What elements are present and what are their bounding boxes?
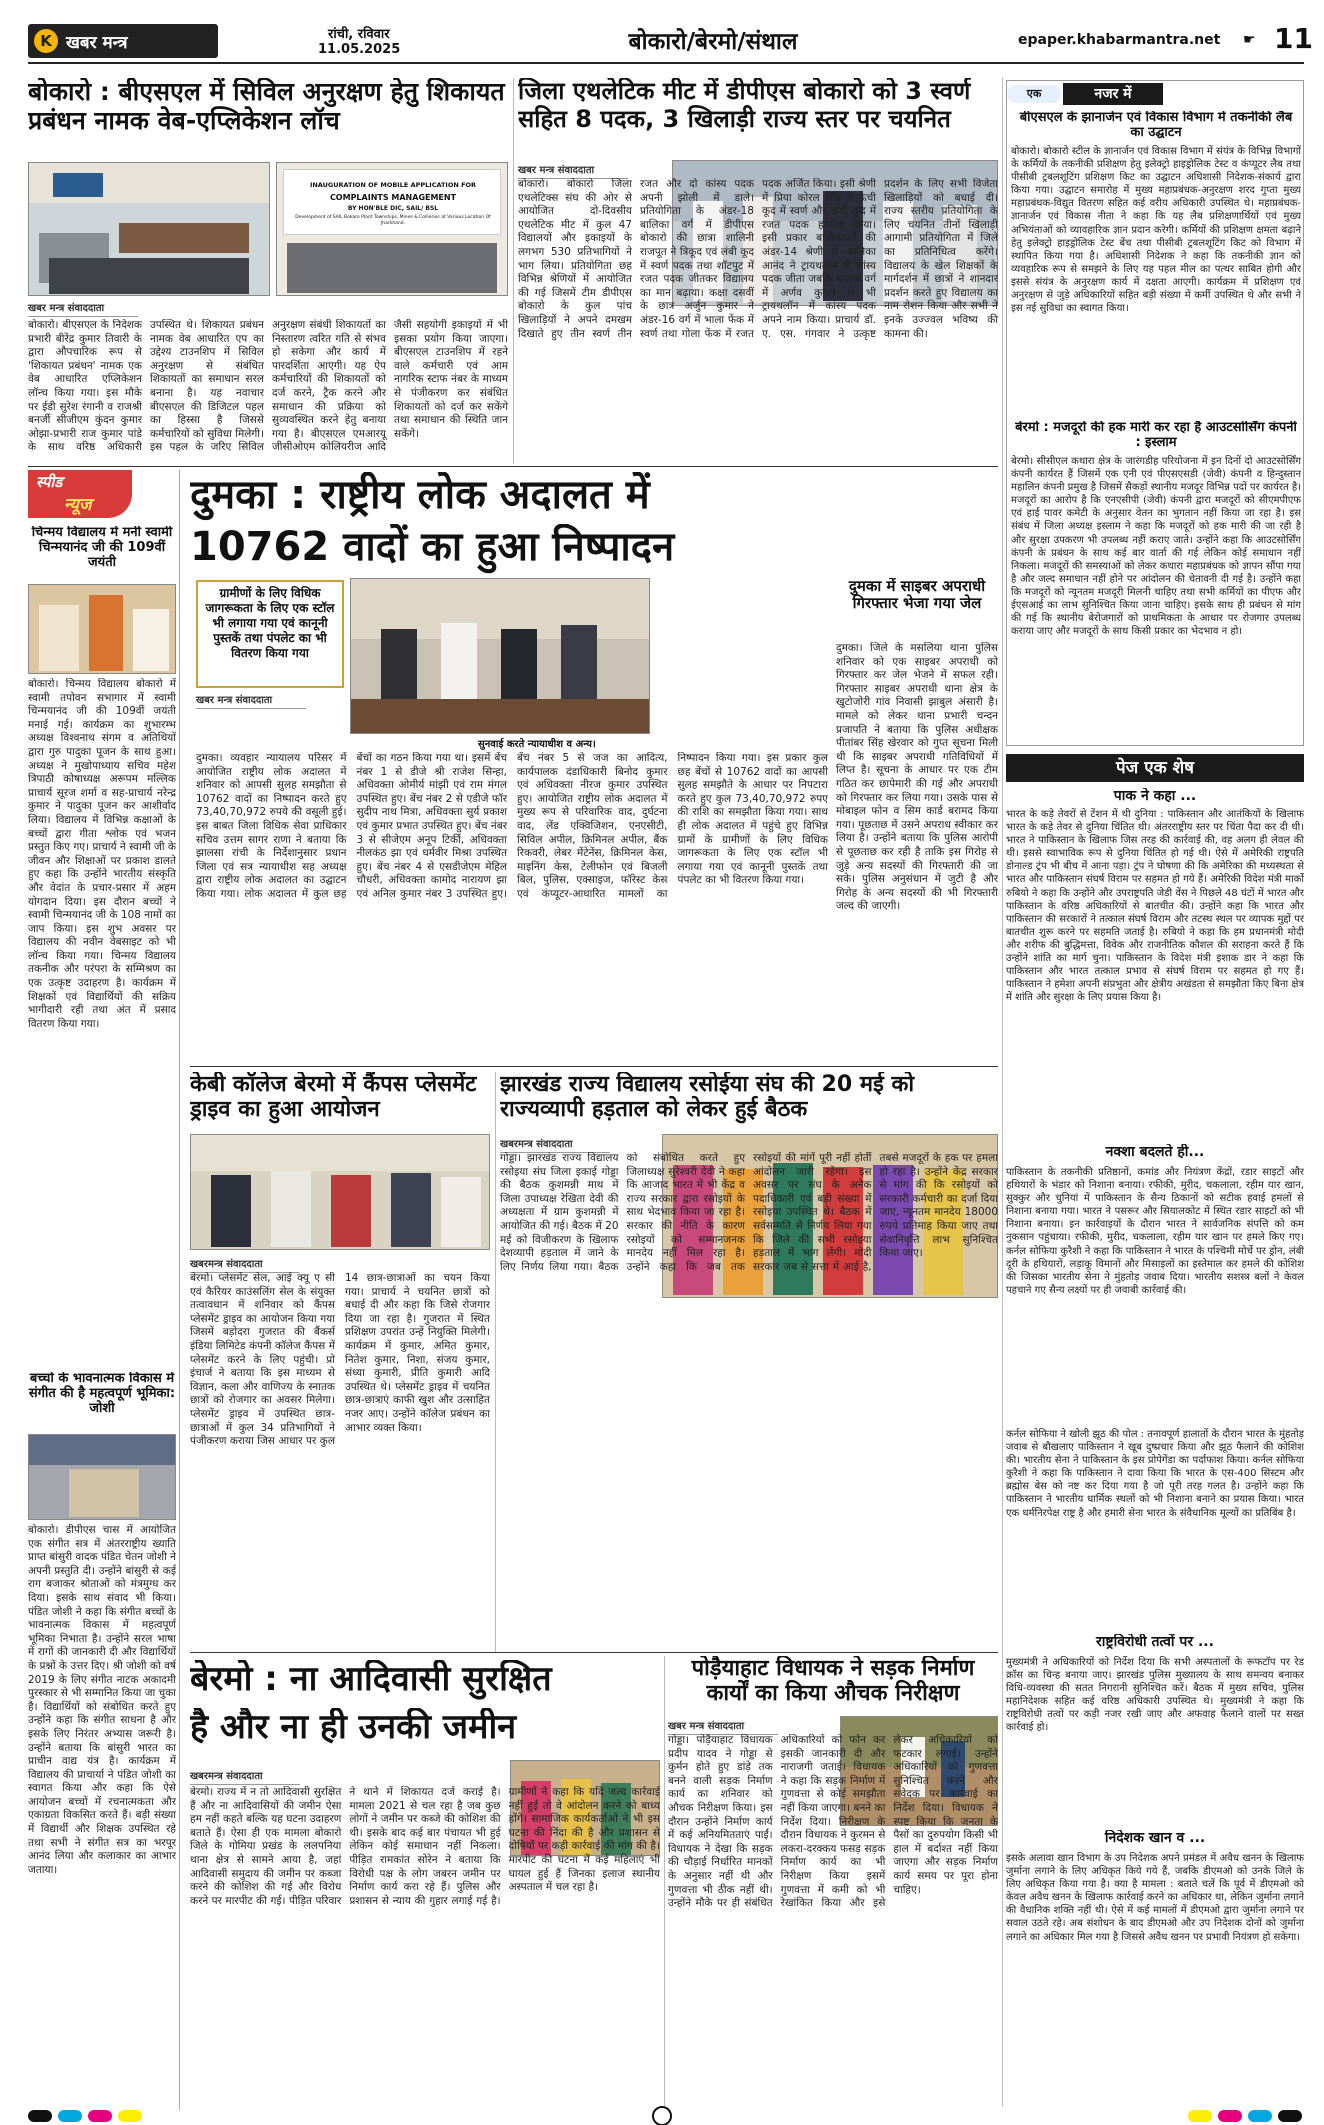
a5-headline: केबी कॉलेज बेरमो में कैंपस प्लेसमेंट ड्राइव का हुआ आयोजन xyxy=(190,1072,477,1123)
speed-body-2: बोकारो। डीपीएस चास में आयोजित एक संगीत सत्र में अंतरराष्ट्रीय ख्याति प्राप्त बांसुरी वादक पंडित चेतन जोशी ने अपनी प्रस्तुति दी। उन्होंने बांसुरी से कई राग बजाकर श्रोताओं को मंत्रमुग्ध कर दिया। इसके साथ संवाद भी किया। पंडित जोशी ने कहा कि संगीत बच्चों के भावनात्मक विकास में महत्वपूर्ण भूमिका निभाता है। उन्होंने सरल भाषा में रागों की जानकारी दी और विद्यार्थियों के प्रश्नों के उत्तर दिए। श्री जोशी को वर्ष 2019 के लिए संगीत नाटक अकादमी पुरस्कार से भी सम्मानित किया जा चुका है। विद्यार्थियों को संबोधित करते हुए उन्होंने कहा कि संगीत साधना है और इसके लिए निरंतर अभ्यास जरूरी है। उन्होंने बताया कि बांसुरी भारत का प्राचीन वाद्य यंत्र है। कार्यक्रम में विद्यालय की प्राचार्या ने पंडित जोशी का स्वागत किया और कहा कि ऐसे आयोजन बच्चों में रचनात्मकता और एकाग्रता विकसित करते हैं। बड़ी संख्या में विद्यार्थी और शिक्षक उपस्थित रहे तथा सभी ने संगीत सत्र का भरपूर आनंद लिया और कलाकार का आभार जताया। xyxy=(28,1524,176,1876)
speed-badge-l2: न्यूज xyxy=(64,495,92,515)
nazar-head-2: बेरमो : मजदूरों की हक मारी कर रहा है आउटसोर्सिंग कंपनी : इस्लाम xyxy=(1015,421,1297,450)
a3-text-wrap xyxy=(196,692,346,709)
cursor-icon: ☛ xyxy=(1243,32,1256,48)
registration-mark-icon xyxy=(652,2106,672,2125)
a5-byline-wrap xyxy=(190,1256,340,1273)
shesh-head-1: पाक ने कहा ... xyxy=(1113,788,1197,804)
shesh-band: पेज एक शेष xyxy=(1006,754,1304,782)
speed-photo-2 xyxy=(28,1434,176,1520)
section-name: बोकारो/बेरमो/संथाल xyxy=(628,29,798,55)
a1-byline: खबर मन्त्र संवाददाता xyxy=(28,300,138,317)
a1-photo-meeting xyxy=(28,162,270,296)
nazar-tag-2: नजर में xyxy=(1063,83,1163,105)
speed-head-2: बच्चों के भावनात्मक विकास में संगीत की है महत्वपूर्ण भूमिका: जोशी xyxy=(28,1372,176,1416)
speed-body-1: बोकारो। चिन्मय विद्यालय बोकारो में स्वामी तपोवन सभागार में स्वामी चिन्मयानंद जी की 109वीं जयंती मनाई गई। कार्यक्रम का शुभारम्भ अध्यक्ष विश्वनाथ संगम व अतिथियों द्वारा गुरु पादुका पूजन के साथ हुआ। अध्यक्ष ने मुखोपाध्याय सचिव महेश त्रिपाठी कोषाध्यक्ष अरूपम मल्लिक प्राचार्य सूरज शर्मा व सह-प्राचार्य नरेन्द्र कुमार ने पादुका पूजन कर आशीर्वाद लिया। विद्यालय में विभिन्न कक्षाओं के बच्चों द्वारा गीता श्लोक एवं भजन प्रस्तुत किए गए। प्राचार्य ने स्वामी जी के जीवन और शिक्षाओं पर प्रकाश डालते हुए कहा कि उन्होंने भारतीय संस्कृति और वेदांत के प्रचार-प्रसार में अहम योगदान दिया। इस दौरान बच्चों ने स्वामी चिन्मयानंद जी के 108 नामों का जाप किया। इस शुभ अवसर पर विद्यालय की नवीन वेबसाइट को भी लॉन्च किया गया। चिन्मय विद्यालय तकनीक और परंपरा के सम्मिश्रण का एक उत्कृष्ट उदाहरण है। कार्यक्रम में शिक्षकों एवं विद्यार्थियों की सक्रिय भागीदारी रही तथा अंत में प्रसाद वितरण किया गया। xyxy=(28,678,176,1030)
speed-news-column xyxy=(28,470,180,2110)
speed-news-badge xyxy=(28,470,132,518)
shesh-body-1: भारत के कड़े तेवरों से टेंशन में थी दुनिया : पाकिस्तान और आतंकियों के खिलाफ भारत के कड़े तेवर से दुनिया चिंतित थी। अंतरराष्ट्रीय स्तर पर चिंता पैदा कर दी थी। भारत ने पाकिस्तान के खिलाफ जिस तरह की कार्रवाई की, वह अलग ही लेवल की थी। इससे स्वाभाविक रूप से दुनिया चिंतित हो गई थी। ऐसे में अमेरिकी राष्ट्रपति डोनाल्ड ट्रंप भी बीच में आना पड़ा। ट्रंप ने घोषणा की कि अमेरिका की मध्यस्थता से भारत और पाकिस्तान संघर्ष विराम पर सहमत हो गये हैं। अमेरिकी विदेश मंत्री मार्को रुबियो ने कहा कि उन्होंने और उपराष्ट्रपति जेडी वेंस ने पिछले 48 घंटों में भारत और पाकिस्तान के वरिष्ठ अधिकारियों से बातचीत की। उन्होंने कहा कि भारत और पाकिस्तान की सरकारों ने तत्काल संघर्ष विराम और तटस्थ स्थल पर व्यापक मुद्दों पर बातचीत शुरू करने पर सहमति जताई है। रुबियो ने कहा कि हम प्रधानमंत्री मोदी और शरीफ की बुद्धिमत्ता, विवेक और राजनीतिक कौशल की सराहना करते हैं कि उन्होंने शांति का मार्ग चुना। पाकिस्तान के विदेश मंत्री इशाक डार ने कहा कि पाकिस्तान और भारत तत्काल प्रभाव से संघर्ष विराम पर सहमत हो गए हैं। पाकिस्तान ने हमेशा अपनी संप्रभुता और क्षेत्रीय अखंडता से समझौता किए बिना क्षेत्र में शांति और सुरक्षा के लिए प्रयास किया है। xyxy=(1006,809,1304,1004)
a7-byline: खबरमन्त्र संवाददाता xyxy=(190,1768,300,1785)
banner-line-1: INAUGURATION OF MOBILE APPLICATION FOR xyxy=(309,181,477,189)
a6-body: गोड्डा। झारखंड राज्य विद्यालय रसोइया संघ जिला इकाई गोड्डा की बैठक कुशमन्नी माथ में जिला उपाध्यक्ष रेखिता देवी की अध्यक्षता में ग्राम कुशमन्नी में आयोजित की गई। बैठक में 20 मई को विजीकरण के खिलाफ देशव्यापी हड़ताल में जाने के लिए निर्णय लिया गया। बैठक को संबोधित करते हुए जिलाध्यक्ष सुरेश्वरी देवी ने कहा कि आजाद भारत में भी केंद्र व राज्य सरकार द्वारा रसोइयों के साथ भेदभाव किया जा रहा है। सरकार की नीति के कारण रसोइयों को सम्मानजनक मानदेय नहीं मिल रहा है। उन्होंने कहा कि जब तक रसोइयों की मांगें पूरी नहीं होतीं आंदोलन जारी रहेगा। इस अवसर पर संघ के अनेक पदाधिकारी एवं बड़ी संख्या में रसोइया उपस्थित थे। बैठक में सर्वसम्मति से निर्णय लिया गया कि जिले की सभी रसोइया हड़ताल में भाग लेंगी। मोदी सरकार जब से सत्ता में आई है, तबसे मजदूरों के हक पर हमला हो रहा है। उन्होंने केंद्र सरकार से मांग की कि रसोइयों को सरकारी कर्मचारी का दर्जा दिया जाए, न्यूनतम मानदेय 18000 रुपये प्रतिमाह किया जाए तथा सेवानिवृत्ति लाभ सुनिश्चित किया जाए। xyxy=(500,1152,998,1273)
nazar-tag-1: एक xyxy=(1007,85,1061,103)
header-date: 11.05.2025 xyxy=(318,42,401,57)
a7-body: बेरमो। राज्य में न तो आदिवासी सुरक्षित हैं और ना आदिवासियों की जमीन ऐसा हम नहीं कहते बल्कि यह घटना उदाहरण बताते हैं। ऐसा ही एक मामला बोकारो जिले के गोमिया प्रखंड के ललपनिया थाना क्षेत्र से सामने आया है, जहां आदिवासी समुदाय की जमीन पर कब्जा करने की कोशिश की गई और विरोध करने पर मारपीट की गई। पीड़ित परिवार ने थाने में शिकायत दर्ज कराई है। मामला 2021 से चल रहा है जब कुछ लोगों ने जमीन पर कब्जे की कोशिश की थी। इसके बाद कई बार पंचायत भी हुई लेकिन कोई समाधान नहीं निकला। पीड़ित रामकांत सोरेन ने बताया कि विरोधी पक्ष के लोग जबरन जमीन पर निर्माण कार्य करा रहे हैं। पुलिस और प्रशासन से न्याय की गुहार लगाई गई है। ग्रामीणों ने कहा कि यदि जल्द कार्रवाई नहीं हुई तो वे आंदोलन करने को बाध्य होंगे। सामाजिक कार्यकर्ताओं ने भी इस घटना की निंदा की है और प्रशासन से दोषियों पर कड़ी कार्रवाई की मांग की है। मारपीट की घटना में कई महिलाएं भी घायल हुई हैं जिनका इलाज स्थानीय अस्पताल में चल रहा है। xyxy=(190,1786,660,1907)
shesh-body-3: मुख्यमंत्री ने अधिकारियों को निर्देश दिया कि सभी अस्पतालों के रूफटॉप पर रेड क्रॉस का चिन्ह बनाया जाए। झारखंड पुलिस मुख्यालय के साथ समन्वय बनाकर विधि-व्यवस्था की सतत निगरानी सुनिश्चित करें। बैठक में मुख्य सचिव, पुलिस महानिदेशक सहित कई वरिष्ठ अधिकारी उपस्थित थे। मुख्यमंत्री ने कहा कि राष्ट्रविरोधी तत्वों पर कड़ी नजर रखी जाए और अफवाह फैलाने वालों पर सख्त कार्रवाई हो। xyxy=(1006,1657,1304,1734)
a3-byline: खबर मन्त्र संवाददाता xyxy=(196,692,306,709)
a1-headline: बोकारो : बीएसएल में सिविल अनुरक्षण हेतु शिकायत प्रबंधन नामक वेब-एप्लिकेशन लॉच xyxy=(28,78,505,135)
nazar-body-1: बोकारो। बोकारो स्टील के ज्ञानार्जन एवं विकास विभाग में संयंत्र के विभिन्न विभागों के कर्मियों के तकनीकी प्रशिक्षण हेतु इलेक्ट्रो हाइड्रोलिक टेस्ट व कंप्यूटर लैब तथा पीसीबी ट्रबलशूटिंग प्रशिक्षण किट का उद्घाटन अधिशासी निदेशक-संकार्य द्वारा किया गया। उद्घाटन समारोह में मुख्य महाप्रबंधक-अनुरक्षण शरद गुप्ता मुख्य महाप्रबंधक-विद्युत वितरण सहित कई वरीय अधिकारी उपस्थित थे। महाप्रबंधक-ज्ञानार्जन एवं विकास नीता ने कहा कि यह लैब प्रशिक्षणार्थियों एवं मुख्य अभियंताओं को व्यावहारिक ज्ञान प्रदान करेगी। कर्मियों की प्रशिक्षण क्षमता बढ़ाने हेतु इलेक्ट्रो हाइड्रोलिक टेस्ट बेंच तथा पीसीबी ट्रबलशूटिंग किट को विभाग में स्थापित किया गया है। अधिशासी निदेशक ने कहा कि तकनीकी ज्ञान को व्यवहारिक रूप से समझने के लिए यह पहल मील का पत्थर साबित होगी और इससे संयंत्र के अनुरक्षण कार्य में दक्षता आएगी। कार्यक्रम में प्रशिक्षण एवं अनुरक्षण से जुड़े अधिकारियों सहित बड़ी संख्या में कर्मी उपस्थित थे और सभी ने इस नई सुविधा का स्वागत किया। xyxy=(1011,146,1301,315)
epaper-site[interactable]: epaper.khabarmantra.net xyxy=(1018,32,1221,48)
a8-byline: खबर मन्त्र संवाददाता xyxy=(668,1718,778,1735)
a8-byline-wrap xyxy=(668,1718,818,1735)
shesh-body-4: इसके अलावा खान विभाग के उप निदेशक अपने प्रमंडल में अवैध खनन के खिलाफ जुर्माना लगाने के लिए अधिकृत किये गये हैं, जबकि डीएमओ को उनके जिले के लिए अधिकृत किया गया है। क्या है मामला : बताते चलें कि पूर्व में डीएमओ को केवल अवैध खनन के खिलाफ कार्रवाई करने का अधिकार था, लेकिन जुर्माना लगाने की वैधानिक शक्ति नहीं थी। ऐसे में कई मामलों में डीएमओ द्वारा जुर्माना लगाने पर सवाल उठते रहे। अब संशोधन के बाद डीएमओ और उप निदेशक दोनों को जुर्माना लगाने का अधिकार मिल गया है जिससे अवैध खनन पर प्रभावी नियंत्रण हो सकेगा। xyxy=(1006,1853,1304,1943)
banner-line-3: BY HON'BLE DIC, SAIL/ BSL xyxy=(347,205,439,212)
a2-headline: जिला एथलेटिक मीट में डीपीएस बोकारो को 3 स्वर्ण सहित 8 पदक, 3 खिलाड़ी राज्य स्तर पर चयनित xyxy=(518,78,971,133)
shesh-body-2: पाकिस्तान के तकनीकी प्रतिष्ठानों, कमांड और नियंत्रण केंद्रों, रडार साइटों और हथियारों के भंडार को निशाना बनाया। रफीकी, मुरीद, चकलाला, रहीम यार खान, सुक्कुर और चुनियां में पाकिस्तान के सैन्य ठिकानों को सटीक हवाई हमलों से निशाना बनाया गया। भारत ने पसरूर और सियालकोट में स्थित रडार साइटों को भी निशाना बनाया। इन कार्रवाइयों के दौरान भारत ने सार्वजनिक संपत्ति को कम नुकसान पहुंचाया। रफीकी, मुरीद, चकलाला, रहीम यार खान पर हमले किए गए। कर्नल सोफिया कुरैशी ने कहा कि पाकिस्तान ने भारत के पश्चिमी मोर्चे पर ड्रोन, लंबी दूरी के हथियारों, लड़ाकू विमानों और मिसाइलों का इस्तेमाल कर हमले की कोशिश की जिसका भारतीय सेना ने मुंहतोड़ जवाब दिया। भारतीय सशस्त्र बलों ने केवल पहचाने गए सैन्य लक्ष्यों पर ही जवाबी कार्रवाई की। xyxy=(1006,1167,1304,1296)
a1-body: बोकारो। बीएसएल के निदेशक प्रभारी बीरेंद्र कुमार तिवारी के द्वारा औपचारिक रूप से 'शिकायत प्रबंधन' नामक एक वेब आधारित एप्लिकेशन लॉन्च किया गया। इस मौके पर ईडी सुरेश रंगानी व राजश्री बनर्जी सीजीएम कुंदन कुमार ओझा-प्रभारी राज कुमार पांडे के साथ वरिष्ठ अधिकारी उपस्थित थे। शिकायत प्रबंधन नामक वेब आधारित एप का उद्देश्य टाउनशिप में सिविल अनुरक्षण से संबंधित शिकायतों का समाधान सरल बनाना है। यह नवाचार बीएसएल की डिजिटल पहल का हिस्सा है जिससे कर्मचारियों को सुविधा मिलेगी। इस पहल के जरिए सिविल अनुरक्षण संबंधी शिकायतों का निस्तारण त्वरित गति से संभव हो सकेगा और कार्य में पारदर्शिता आएगी। यह ऐप कर्मचारियों की शिकायतों को दर्ज करने, ट्रैक करने और समाधान की प्रक्रिया को सुव्यवस्थित करने हेतु बनाया गया है। बीएसएल एमआरयू जीसीओएम कोलियरीज आदि जैसी सहयोगी इकाइयों में भी इसका प्रयोग किया जाएगा। बीएसएल टाउनशिप में रहने वाले कर्मचारी एवं आम नागरिक स्टाफ नंबर के माध्यम से पंजीकरण कर संबंधित शिकायतों को दर्ज कर सकेंगे तथा समाधान की स्थिति जान सकेंगे। xyxy=(28,319,508,454)
page-number: 11 xyxy=(1274,22,1313,55)
a8-headline: पोड़ैयाहाट विधायक ने सड़क निर्माण कार्यों का किया औचक निरीक्षण xyxy=(691,1656,975,1707)
a5-photo-placement xyxy=(190,1134,490,1250)
speed-head-1: चिन्मय विद्यालय में मनी स्वामी चिन्मयानंद जी की 109वीं जयंती xyxy=(31,526,173,570)
shesh-head-3: राष्ट्रविरोधी तत्वों पर ... xyxy=(1096,1634,1214,1650)
a3-deck: ग्रामीणों के लिए विधिक जागरूकता के लिए एक स्टॉल भी लगाया गया एवं कानूनी पुस्तकें तथा पंपलेट का भी वितरण किया गया xyxy=(196,580,344,688)
a3-headline-line-2: 10762 वादों का हुआ निष्पादन xyxy=(190,524,675,570)
speed-photo-1 xyxy=(28,584,176,674)
shesh-body-2b: कर्नल सोफिया ने खोली झूठ की पोल : तनावपूर्ण हालातों के दौरान भारत के मुंहतोड़ जवाब से बौखलाए पाकिस्तान ने खूब दुष्प्रचार किया और झूठ फैलाने की कोशिश की। भारतीय सेना ने पाकिस्तान के इस प्रोपेगेंडा का पर्दाफाश किया। कर्नल सोफिया कुरैशी ने कहा कि पाकिस्तान ने दावा किया कि भारत के एस-400 सिस्टम और ब्रह्मोस बेस को नष्ट कर दिया गया है जो पूरी तरह गलत है। उन्होंने कहा कि पाकिस्तान ने भारतीय धार्मिक स्थलों को भी निशाना बनाने का प्रयास किया। भारत एक धर्मनिरपेक्ष राष्ट्र है और हमारी सेना भारत के संवैधानिक मूल्यों का प्रतिबिंब है। xyxy=(1006,1429,1304,1519)
brand-name: खबर मन्त्र xyxy=(66,33,128,53)
brand-logo xyxy=(28,24,218,58)
nazar-body-2: बेरमो। सीसीएल कथारा क्षेत्र के जारंगडीह परियोजना में इन दिनों दो आउटसोर्सिंग कंपनी कार्यरत हैं जिसमें एक एनी एवं पीएसएसडी (जेवी) कंपनी व हिन्दुस्तान महालिन कंपनी प्रमुख है जिसमें सैकड़ों स्थानीय मजदूर विभिन्न पदों पर कार्यरत है। मजदूरों का आरोप है कि एनएसीपी (जेवी) कंपनी द्वारा मजदूरों को सीएमपीएफ एवं हाई पावर कमेटी के अनुसार वेतन का भुगतान नहीं किया जा रहा है। इस संबंध में जिला अध्यक्ष इस्लाम ने कहा कि मजदूरों को हक मारी की जा रही है और सुरक्षा उपकरण भी उपलब्ध नहीं कराए जाते। उन्होंने कहा कि आउटसोर्सिंग कंपनी के प्रबंधन के साथ कई बार वार्ता की गई लेकिन कोई समाधान नहीं निकला। मजदूरों की समस्याओं को लेकर कथारा महाप्रबंधक को ज्ञापन सौंपा गया है और जल्द समाधान नहीं होने पर आंदोलन की चेतावनी दी गई है। उन्होंने कहा कि मजदूरों को न्यूनतम मजदूरी मिलनी चाहिए तथा सभी कर्मियों का पीएफ और ईएसआई का लाभ सुनिश्चित किया जाना चाहिए। इसके साथ ही प्रबंधन से मांग की गई कि स्थानीय बेरोजगारों को प्राथमिकता के आधार पर रोजगार उपलब्ध कराया जाए और मजदूरों के साथ किसी प्रकार का भेदभाव न हो। xyxy=(1011,456,1301,638)
a5-body: बेरमो। प्लेसमेंट सेल, आई क्यू ए सी एवं कैरियर काउंसलिंग सेल के संयुक्त तत्वावधान में शनिवार को कैंपस प्लेसमेंट ड्राइव का आयोजन किया गया जिसमें बड़ोदरा गुजरात की बैंकर्स इंडिया लिमिटेड कंपनी कॉलेज कैंपस में प्लेसमेंट करने के लिए पहुंची। प्रो इंचार्ज ने बताया कि इस माध्यम से विज्ञान, कला और वाणिज्य के स्नातक छात्रों को रोजगार का अवसर मिलेगा। प्लेसमेंट ड्राइव में उपस्थित छात्र-छात्राओं में कुल 34 प्रतिभागियों ने पंजीकरण कराया जिस आधार पर कुल 14 छात्र-छात्राओं का चयन किया गया। प्राचार्य ने चयनित छात्रों को बधाई दी और कहा कि जिसे रोजगार दिया जा रहा है। गुजरात में स्थित प्रशिक्षण उपरांत उन्हें नियुक्ति मिलेगी। कार्यक्रम में कुमार, अमित कुमार, नितेश कुमार, निशा, संजय कुमार, संध्या कुमारी, प्रीति कुमारी आदि उपस्थित थे। प्लेसमेंट ड्राइव में चयनित छात्र-छात्राएं काफी खुश और उत्साहित नजर आए। उन्होंने कॉलेज प्रबंधन का आभार व्यक्त किया। xyxy=(190,1272,490,1448)
logo-circle-icon: K xyxy=(34,29,58,53)
header-city: रांची, रविवार xyxy=(328,27,390,42)
nazar-flag xyxy=(1007,81,1167,107)
a6-byline: खबरमन्त्र संवाददाता xyxy=(500,1136,610,1153)
shesh-head-4: निदेशक खान व ... xyxy=(1104,1830,1206,1846)
a6-headline: झारखंड राज्य विद्यालय रसोईया संघ की 20 मई को राज्यव्यापी हड़ताल को लेकर हुई बैठक xyxy=(500,1072,915,1123)
a7-headline-line-1: बेरमो : ना आदिवासी सुरक्षित xyxy=(190,1660,552,1699)
shesh-column xyxy=(1006,788,1304,2108)
footer-color-strip xyxy=(28,2110,1304,2122)
a3-photo-court xyxy=(350,578,650,734)
banner-line-4: Development of SAIL Bokaro Plant Townships, Mines & Collieries at Various Location Of Jharkhand. xyxy=(295,215,491,226)
a3-headline-line-1: दुमका : राष्ट्रीय लोक अदालत में xyxy=(190,472,650,518)
speed-badge-l1: स्पीड xyxy=(36,473,63,491)
a8-body: गोड्डा। पोड़ैयाहाट विधायक प्रदीप यादव ने गोड्डा से कुर्मन होते हुए डांड़े तक बनने वाली सड़क निर्माण कार्य का शनिवार को औचक निरीक्षण किया। इस दौरान उन्होंने निर्माण कार्य में कई अनियमितताएं पाईं। विधायक ने देखा कि सड़क की चौड़ाई निर्धारित मानकों के अनुसार नहीं थी और गुणवत्ता भी ठीक नहीं थी। उन्होंने मौके पर ही संबंधित अधिकारियों को फोन कर इसकी जानकारी दी और नाराजगी जताई। विधायक ने कहा कि सड़क निर्माण में गुणवत्ता से कोई समझौता नहीं किया जाएगा। बनने का निर्देश दिया। निरीक्षण के दौरान विधायक ने कुरमन से लकरा-दरक्कय फसड़ सड़क निर्माण कार्य का भी निरीक्षण किया इसमें गुणवत्ता में कमी को भी रेखांकित किया और इसे लेकर अधिकारियों को फटकार लगाई। उन्होंने अधिकारियों को गुणवत्ता सुनिश्चित करने और संवेदक पर कार्रवाई का निर्देश दिया। विधायक ने स्पष्ट किया कि जनता के पैसों का दुरुपयोग किसी भी हाल में बर्दाश्त नहीं किया जाएगा और सड़क निर्माण कार्य समय पर पूरा होना चाहिए। xyxy=(668,1734,998,1910)
a4-headline: दुमका में साइबर अपराधी गिरफ्तार भेजा गया जेल xyxy=(848,578,986,613)
a6-byline-wrap xyxy=(500,1136,650,1153)
a7-byline-wrap xyxy=(190,1768,340,1785)
a3-caption: सुनवाई करते न्यायाधीश व अन्य। xyxy=(478,739,596,750)
a3-body: दुमका। व्यवहार न्यायालय परिसर में आयोजित राष्ट्रीय लोक अदालत में शनिवार को आपसी सुलह समझौता से 10762 वादों का निष्पादन करते हुए 73,40,70,972 रुपये की वसूली हुई। इस बाबत जिला विधिक सेवा प्राधिकार सचिव उत्तम सागर राणा ने बताया कि झालसा रांची के निर्देशानुसार प्रधान जिला एवं सत्र न्यायाधीश सह अध्यक्ष द्वारा राष्ट्रीय लोक अदालत का उद्घाटन किया गया। लोक अदालत में कुल छह बेंचों का गठन किया गया था। इसमें बेंच नंबर 1 से डीजे श्री राजेश सिन्हा, अधिवक्ता ओमीर्य मांझी एवं राम मंगल उपस्थित हुए। बेंच नंबर 2 से एडीजे फॉर सुदीप नाथ मित्रा, अधिवक्ता सुर्य प्रकाश एवं कुमार प्रभात उपस्थित हुए। बेंच नंबर 3 से सीजेएम अनूप टिर्की, अधिवक्ता नीलकंठ झा एवं धर्मवीर मिश्रा उपस्थित हुए। बेंच नंबर 4 से एसडीजेएम मेहिल चौधरी, अधिवक्ता कामोद नारायण झा एवं अनिल कुमार नंबर 3 उपस्थित हुए। बेंच नंबर 5 से जज का आदित्य, कार्यपालक दंडाधिकारी बिनोद कुमार एवं अधिवक्ता नीरज कुमार उपस्थित हुए। आयोजित राष्ट्रीय लोक अदालत में मुख्य रूप से परिवारिक वाद, दुर्घटना वाद, लेंड एक्विजिशन, एनएसीटी, सिविल अपील, क्रिमिनल अपील, बैंक रिकवरी, लेबर मेंटेनेंस, क्रिमिनल केस, माइनिंग केस, टेलीफोन एवं बिजली बिल, पुलिस, एक्साइज, फॉरेस्ट केस एवं कंप्यूटर-आधारित मामलों का निष्पादन किया गया। इस प्रकार कुल छह बेंचों से 10762 वादों का आपसी सुलह समझौते के आधार पर निपटारा करते हुए कुल 73,40,70,972 रुपए की राशि का समझौता किया गया। साथ ही लोक अदालत में पहुंचे हुए विभिन्न ग्रामों के ग्रामीणों के लिए विधिक जागरूकता के लिए एक स्टॉल भी लगाया गया एवं कानूनी पुस्तकें तथा पंपलेट का भी वितरण किया गया। xyxy=(196,752,828,900)
a1-text-wrap xyxy=(28,300,508,460)
a5-byline: खबरमन्त्र संवाददाता xyxy=(190,1256,300,1273)
a2-body: बोकारो। बोकारो जिला एथलेटिक्स संघ की ओर से आयोजित दो-दिवसीय एथलेटिक मीट में कुल 47 विद्यालयों और इकाइयों के लगभग 530 प्रतिभागियों ने भाग लिया। प्रतियोगिता छह विभिन्न श्रेणियों में आयोजित की गई जिसमें टीम डीपीएस बोकारो के कुल पांच खिलाड़ियों ने अपने दमखम दिखाते हुए तीन स्वर्ण तीन रजत और दो कांस्य पदक अपनी झोली में डाले। प्रतियोगिता के अंडर-18 बालिका वर्ग में डीपीएस बोकारो की छात्रा शालिनी राजपूत ने त्रिकूद एवं लंबी कूद में स्वर्ण पदक तथा शॉटपुट में रजत पदक जीतकर विद्यालय का मान बढ़ाया। कक्षा दसवीं के छात्र अर्जुन कुमार ने अंडर-16 वर्ग में भाला फेंक में स्वर्ण तथा गोला फेंक में रजत पदक अर्जित किया। इसी श्रेणी में प्रिया कोरल सिंह ने ऊंची कूद में स्वर्ण और ऊंची कूद में रजत पदक हासिल किया। इसी प्रकार बालिकाओं की अंडर-14 श्रेणी में आनिका आनंद ने ट्रायथलॉन में कांस्य पदक जीता जबकि बालक वर्ग में अर्णव कुमार ने भी ट्रायथलॉन में कांस्य पदक अपने नाम किया। प्राचार्य डॉ. ए. एस. गंगवार ने उत्कृष्ट प्रदर्शन के लिए सभी विजेता खिलाड़ियों को बधाई दी। राज्य स्तरीय प्रतियोगिता के लिए चयनित तीनों खिलाड़ी आगामी प्रतियोगिता में जिले का प्रतिनिधित्व करेंगे। विद्यालय के खेल शिक्षकों के मार्गदर्शन में छात्रों ने शानदार प्रदर्शन करते हुए विद्यालय का नाम रोशन किया और सभी ने इनके उज्ज्वल भविष्य की कामना की। xyxy=(518,178,998,340)
nazar-head-1: बीएसएल के झानार्जन एवं विकास विभाग में तकनीकी लैब का उद्घाटन xyxy=(1019,111,1293,140)
banner-line-2: COMPLAINTS MANAGEMENT xyxy=(329,193,457,202)
a1-photo-inauguration-banner xyxy=(276,162,508,296)
shesh-head-2: नक्शा बदलते ही... xyxy=(1105,1144,1205,1160)
a7-headline-line-2: है और ना ही उनकी जमीन xyxy=(190,1708,517,1747)
a4-body: दुमका। जिले के मसलिया थाना पुलिस शनिवार को एक साइबर अपराधी को गिरफ्तार कर जेल भेजने में सफल रही। गिरफ्तार साइबर अपराधी थाना क्षेत्र के खुटोजोरी गांव निवासी झाबुल अंसारी है। मामले को लेकर थाना प्रभारी चन्दन प्रजापति ने बताया कि पुलिस अधीक्षक पीतांबर सिंह खेरवार को गुप्त सूचना मिली थी कि साइबर अपराधी गतिविधियों में लिप्त है। सूचना के आधार पर एक टीम गठित कर छापेमारी की गई और अपराधी को गिरफ्तार कर लिया गया। उसके पास से मोबाइल फोन व सिम कार्ड बरामद किया गया। पूछताछ में उसने अपराध स्वीकार कर लिया है। उन्होंने बताया कि पुलिस आरोपी से पूछताछ कर रही है ताकि इस गिरोह से जुड़े अन्य सदस्यों की गिरफ्तारी की जा सके। पुलिस अनुसंधान में जुटी है और गिरोह के अन्य सदस्यों की भी गिरफ्तारी जल्द की जाएगी। xyxy=(836,642,998,913)
a2-byline: खबर मन्त्र संवाददाता xyxy=(518,162,628,179)
nazar-box xyxy=(1006,80,1304,746)
masthead xyxy=(28,20,1313,64)
